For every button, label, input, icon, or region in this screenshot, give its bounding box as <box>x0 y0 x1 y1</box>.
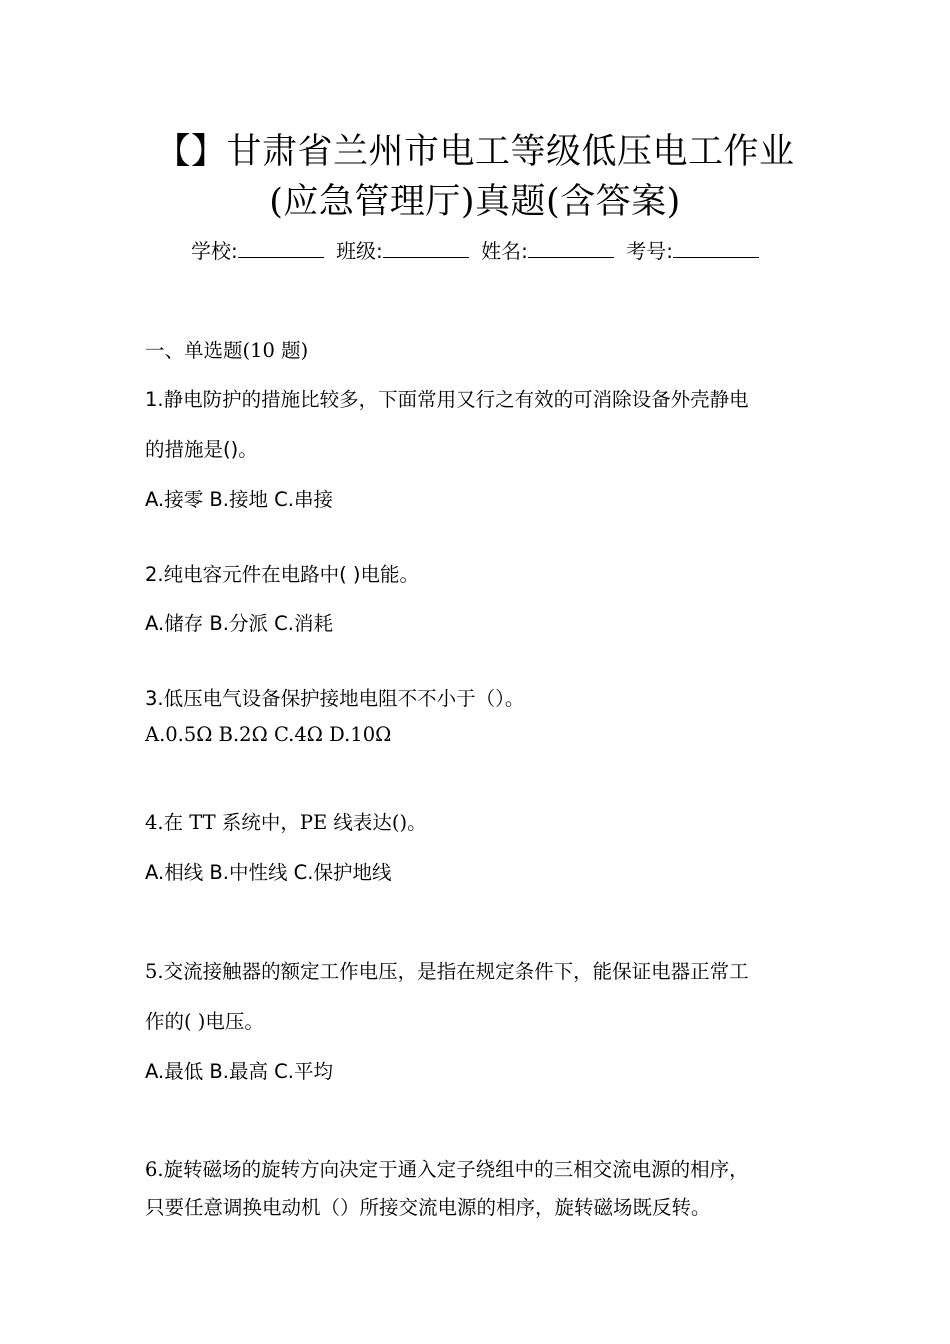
student-info-row <box>0 237 950 265</box>
school-field <box>191 237 324 265</box>
question-1-stem-line2: 的措施是()。 <box>145 438 258 461</box>
question-3-options: A.0.5Ω B.2Ω C.4Ω D.10Ω <box>145 723 392 746</box>
question-5-stem-line2: 作的( )电压。 <box>145 1010 264 1033</box>
name-blank <box>528 239 614 258</box>
question-3-stem: 3.低压电气设备保护接地电阻不不小于（）。 <box>145 687 525 710</box>
exam-no-blank <box>673 239 759 258</box>
question-2-options: A.储存 B.分派 C.消耗 <box>145 612 333 635</box>
question-5-options: A.最低 B.最高 C.平均 <box>145 1060 333 1083</box>
class-blank <box>383 239 469 258</box>
question-5-stem-line1: 5.交流接触器的额定工作电压，是指在规定条件下，能保证电器正常工 <box>145 960 749 983</box>
question-4-stem: 4.在 TT 系统中，PE 线表达()。 <box>145 811 427 834</box>
question-6-stem-line1: 6.旋转磁场的旋转方向决定于通入定子绕组中的三相交流电源的相序， <box>145 1158 749 1181</box>
question-1-stem-line1: 1.静电防护的措施比较多，下面常用又行之有效的可消除设备外壳静电 <box>145 388 749 411</box>
class-label: 班级: <box>336 239 383 263</box>
exam-no-label: 考号: <box>626 239 674 263</box>
class-field <box>336 237 469 265</box>
exam-no-field <box>626 237 759 265</box>
name-label: 姓名: <box>481 239 528 263</box>
question-4-options: A.相线 B.中性线 C.保护地线 <box>145 861 392 884</box>
name-field <box>481 237 614 265</box>
document-title-line1: 【】甘肃省兰州市电工等级低压电工作业 <box>155 132 795 172</box>
school-label: 学校: <box>190 239 238 263</box>
section-heading: 一、单选题(10 题) <box>145 339 309 362</box>
question-6-stem-line2: 只要任意调换电动机（）所接交流电源的相序，旋转磁场既反转。 <box>145 1196 711 1219</box>
question-2-stem: 2.纯电容元件在电路中( )电能。 <box>145 563 420 586</box>
question-1-options: A.接零 B.接地 C.串接 <box>145 488 333 511</box>
document-title-line2: (应急管理厅)真题(含答案) <box>269 182 681 222</box>
school-blank <box>238 239 324 258</box>
